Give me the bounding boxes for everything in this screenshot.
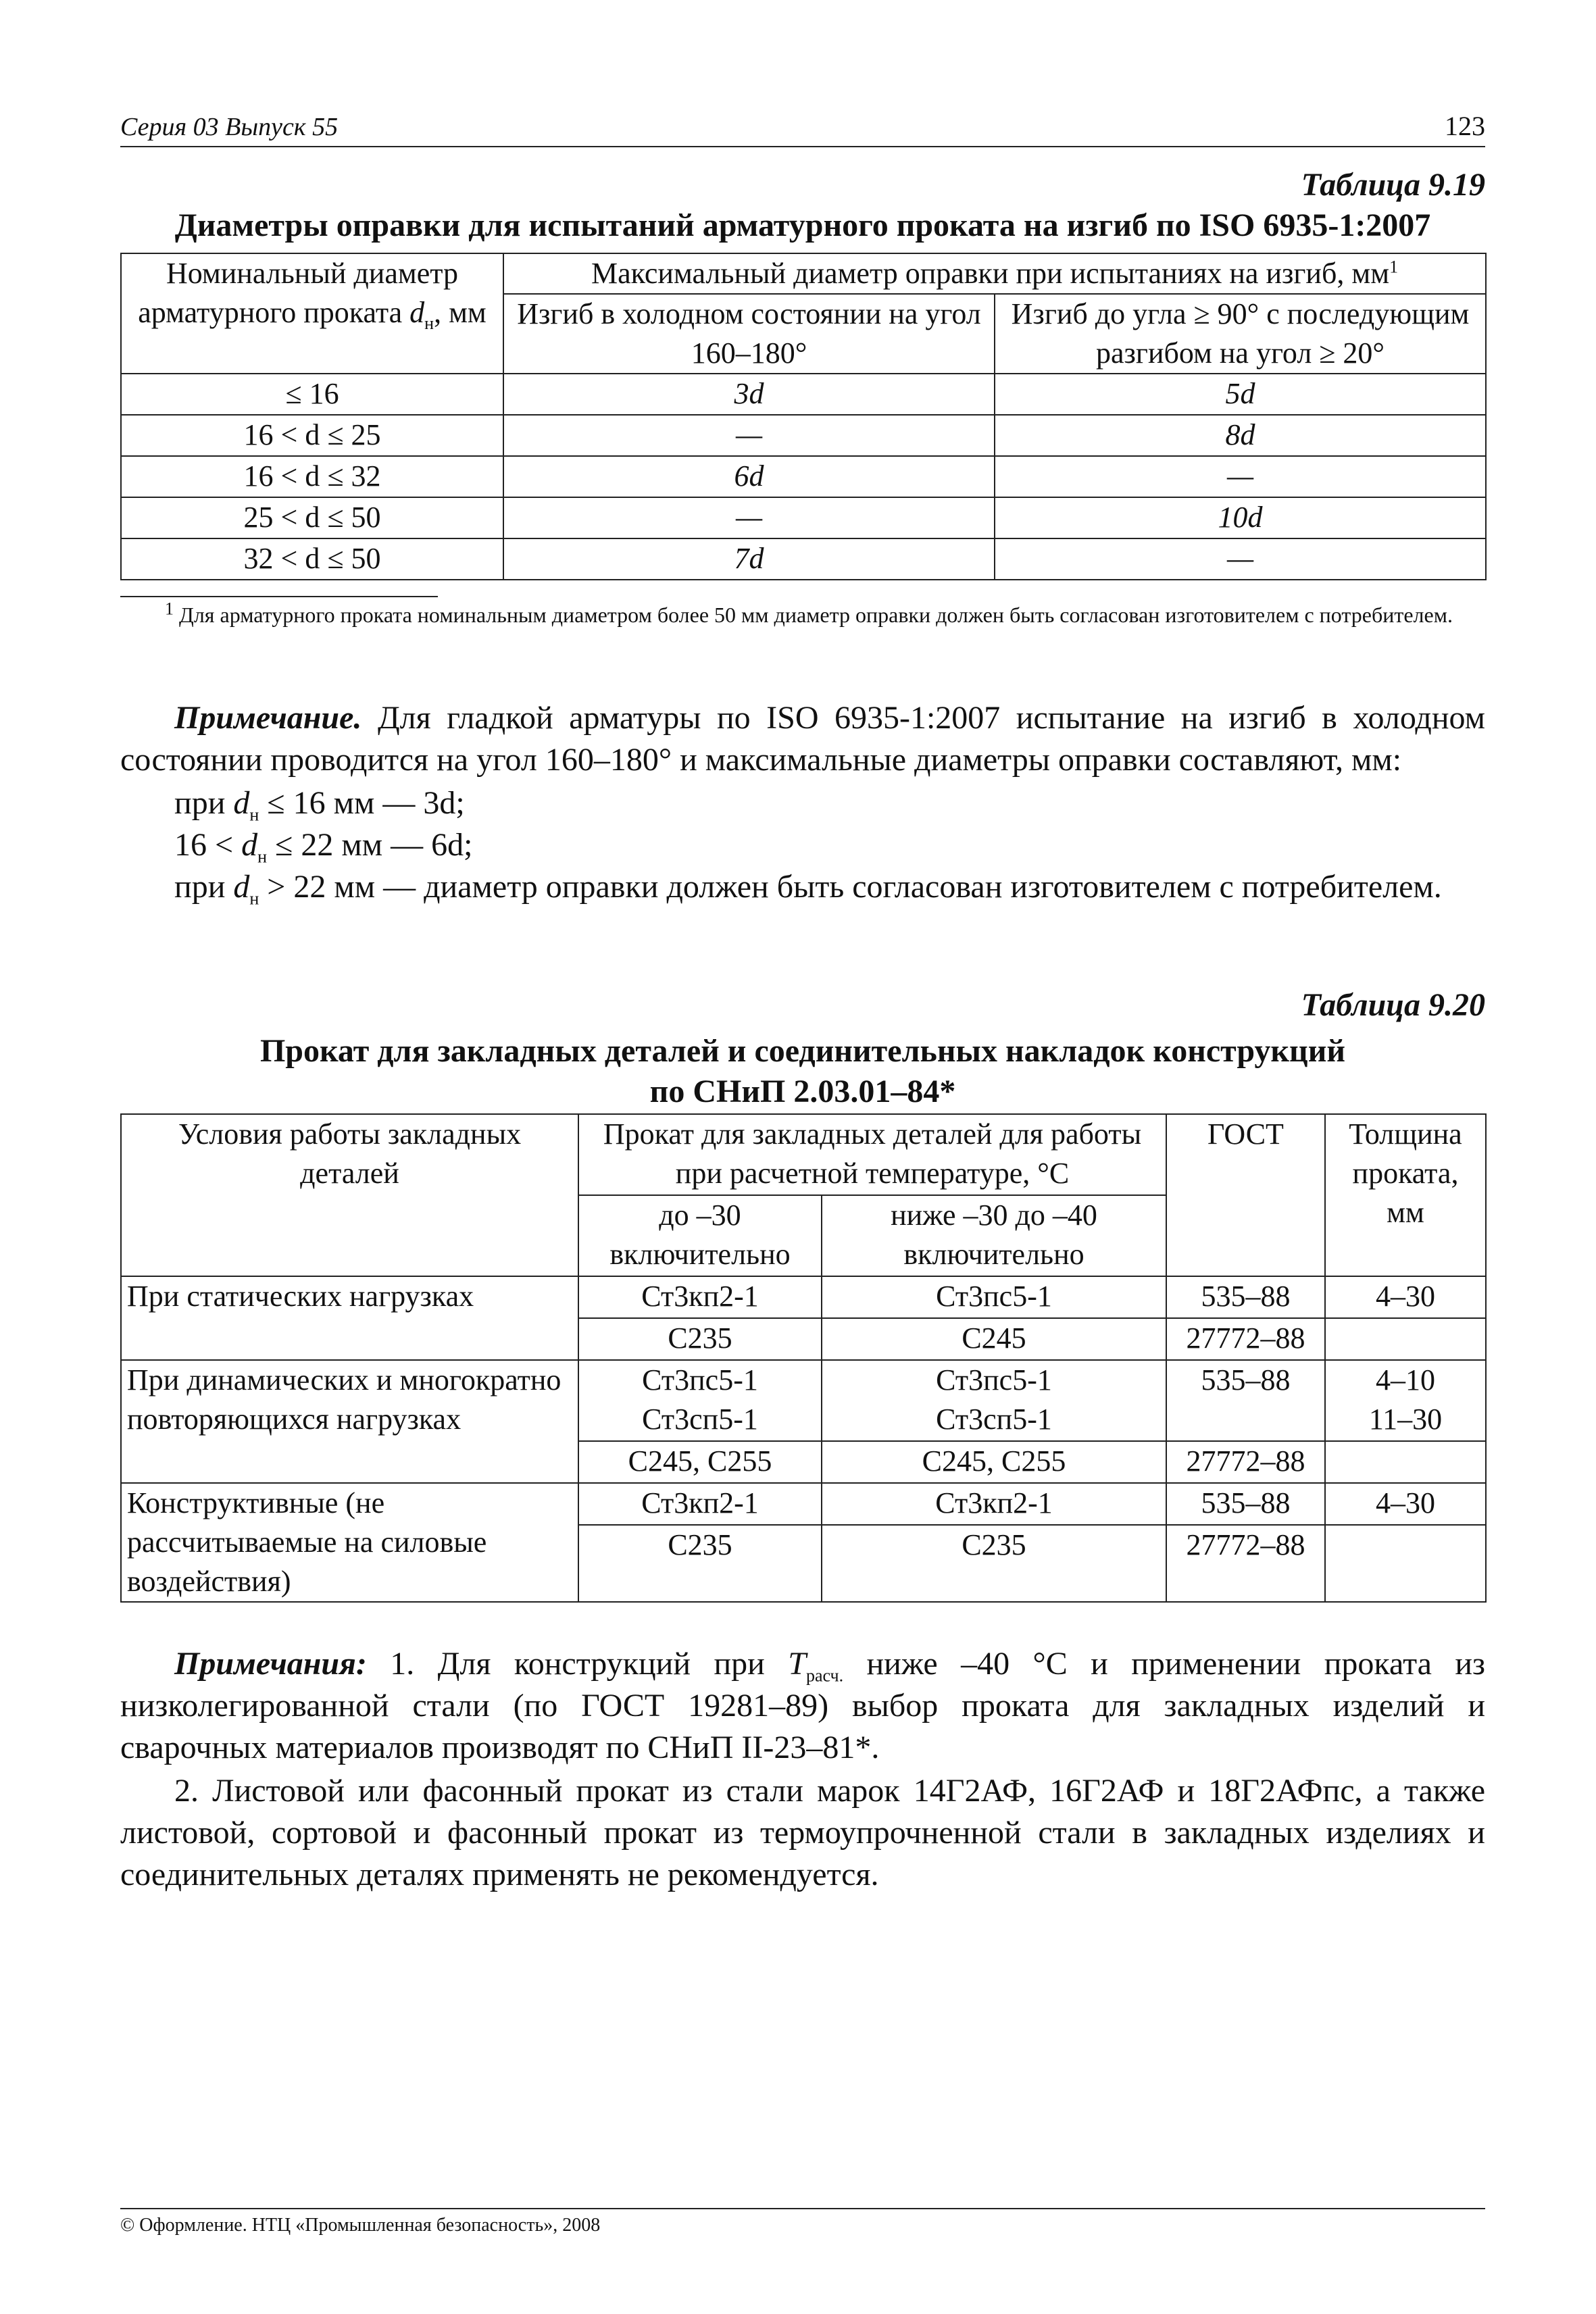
table-row bbox=[121, 538, 1486, 580]
table2-cell: 4–10 11–30 bbox=[1325, 1360, 1486, 1441]
table1-cell: 16 < d ≤ 25 bbox=[121, 415, 503, 456]
table1-cell: 32 < d ≤ 50 bbox=[121, 538, 503, 580]
table1-head-rebend: Изгиб до угла ≥ 90° с последующим разгибом на угол ≥ 20° bbox=[995, 294, 1486, 374]
table2-cell: С235 bbox=[578, 1318, 822, 1360]
table1-cell: 6d bbox=[503, 456, 995, 497]
table2-cell: Ст3пс5-1 Ст3сп5-1 bbox=[822, 1360, 1166, 1441]
table2-cell: При статических нагрузках bbox=[121, 1276, 578, 1360]
table1 bbox=[120, 253, 1487, 580]
table1-cell: 10d bbox=[995, 497, 1486, 538]
table2-cell bbox=[1325, 1441, 1486, 1483]
note1-paragraph: Примечание. Для гладкой арматуры по ISO 6935-1:2007 испытание на изгиб в холодном состоянии проводится на угол 160–180° и максимальные диаметры оправки составляют, мм: bbox=[120, 700, 1486, 778]
table2-head-thickness: Толщина проката, мм bbox=[1325, 1114, 1486, 1276]
table2-cell: Ст3кп2-1 bbox=[578, 1276, 822, 1318]
table2-cell bbox=[1325, 1318, 1486, 1360]
footer-rule bbox=[120, 2208, 1485, 2209]
running-header bbox=[120, 107, 1485, 147]
table2-head-conditions: Условия работы закладных деталей bbox=[121, 1114, 578, 1276]
table1-cell: 5d bbox=[995, 374, 1486, 415]
table1-footnote: $^1$ Для арматурного проката номинальным диаметром более 50 мм диаметр оправки должен быть согласован изготовителем с потребителем. bbox=[165, 599, 1453, 627]
table1-cell: 8d bbox=[995, 415, 1486, 456]
table2-cell: С235 bbox=[822, 1525, 1166, 1602]
table1-cell: 3d bbox=[503, 374, 995, 415]
table2-cell: 535–88 bbox=[1166, 1360, 1325, 1441]
page-footer: © Оформление. НТЦ «Промышленная безопасность», 2008 bbox=[120, 2215, 601, 2236]
table2-title-line1: Прокат для закладных деталей и соединительных накладок конструкций bbox=[259, 1033, 1346, 1069]
table2-cell: 27772–88 bbox=[1166, 1525, 1325, 1602]
table-row bbox=[121, 1276, 1486, 1318]
table-row bbox=[121, 1360, 1486, 1441]
table2-caption: Таблица 9.20 bbox=[1301, 987, 1485, 1023]
note1-line1: при $d_н \le 16$ мм — 3d; bbox=[174, 785, 465, 825]
table2-cell bbox=[1325, 1525, 1486, 1602]
table1-cell: — bbox=[995, 456, 1486, 497]
page-number: 123 bbox=[1445, 111, 1485, 141]
table2-cell: С245 bbox=[822, 1318, 1166, 1360]
table1-head-diameter: Номинальный диаметр арматурного проката $d_н$, мм bbox=[121, 253, 503, 374]
table2-cell: При динамических и многократно повторяющихся нагрузках bbox=[121, 1360, 578, 1483]
table1-cell: — bbox=[503, 497, 995, 538]
table1-cell: — bbox=[995, 538, 1486, 580]
table1-cell: 16 < d ≤ 32 bbox=[121, 456, 503, 497]
table1-cell: 7d bbox=[503, 538, 995, 580]
table1-cell: ≤ 16 bbox=[121, 374, 503, 415]
table2-cell: Ст3кп2-1 bbox=[822, 1483, 1166, 1525]
note2-paragraph2: 2. Листовой или фасонный прокат из стали марок 14Г2АФ, 16Г2АФ и 18Г2АФпс, а также листовой, сортовой и фасонный прокат из термоупрочненной стали в закладных изделиях и соединительных деталях применять не рекомендуется. bbox=[120, 1773, 1485, 1892]
table-row bbox=[121, 415, 1486, 456]
table2-head-group: Прокат для закладных деталей для работы при расчетной температуре, °С bbox=[578, 1114, 1166, 1195]
table2-cell: Конструктивные (не рассчитываемые на силовые воздействия) bbox=[121, 1483, 578, 1602]
table2-cell: С245, С255 bbox=[822, 1441, 1166, 1483]
table1-caption: Таблица 9.19 bbox=[1301, 167, 1485, 203]
table2-cell: 535–88 bbox=[1166, 1276, 1325, 1318]
table2-head-sub2: ниже –30 до –40 включительно bbox=[822, 1195, 1166, 1276]
footnote-rule bbox=[120, 596, 438, 597]
table1-title: Диаметры оправки для испытаний арматурного проката на изгиб по ISO 6935-1:2007 bbox=[174, 207, 1431, 243]
table2-cell: Ст3кп2-1 bbox=[578, 1483, 822, 1525]
table2-cell: С245, С255 bbox=[578, 1441, 822, 1483]
note1-line3: при $d_н > 22$ мм — диаметр оправки должен быть согласован изготовителем с потребителем. bbox=[174, 869, 1442, 909]
table-row bbox=[121, 456, 1486, 497]
table2-cell: 27772–88 bbox=[1166, 1441, 1325, 1483]
table2-cell: 535–88 bbox=[1166, 1483, 1325, 1525]
table1-head-cold: Изгиб в холодном состоянии на угол 160–180° bbox=[503, 294, 995, 374]
table2-cell: Ст3пс5-1 Ст3сп5-1 bbox=[578, 1360, 822, 1441]
table2-head-gost: ГОСТ bbox=[1166, 1114, 1325, 1276]
note2-paragraph1: Примечания: 1. Для конструкций при $Т_{расч.}$ ниже –40 °С и применении проката из низколегированной стали (по ГОСТ 19281–89) выбор проката для закладных изделий и сварочных материалов производят по СНиП II-23–81*. bbox=[120, 1646, 1486, 1765]
table2 bbox=[120, 1113, 1487, 1603]
table2-head-sub1: до –30 включительно bbox=[578, 1195, 822, 1276]
table2-cell: 4–30 bbox=[1325, 1276, 1486, 1318]
table1-head-group: Максимальный диаметр оправки при испытаниях на изгиб, $мм^1$ bbox=[503, 253, 1486, 294]
table-row bbox=[121, 497, 1486, 538]
table-row bbox=[121, 1483, 1486, 1525]
table1-cell: 25 < d ≤ 50 bbox=[121, 497, 503, 538]
table2-title-line2: по СНиП 2.03.01–84* bbox=[649, 1074, 956, 1109]
table2-cell: 27772–88 bbox=[1166, 1318, 1325, 1360]
table2-cell: Ст3пс5-1 bbox=[822, 1276, 1166, 1318]
table1-cell: — bbox=[503, 415, 995, 456]
table2-cell: 4–30 bbox=[1325, 1483, 1486, 1525]
series-label: Серия 03 Выпуск 55 bbox=[120, 113, 339, 141]
table2-cell: С235 bbox=[578, 1525, 822, 1602]
note1-line2: $16 < d_н \le 22$ мм — 6d; bbox=[174, 827, 473, 867]
table-row bbox=[121, 374, 1486, 415]
